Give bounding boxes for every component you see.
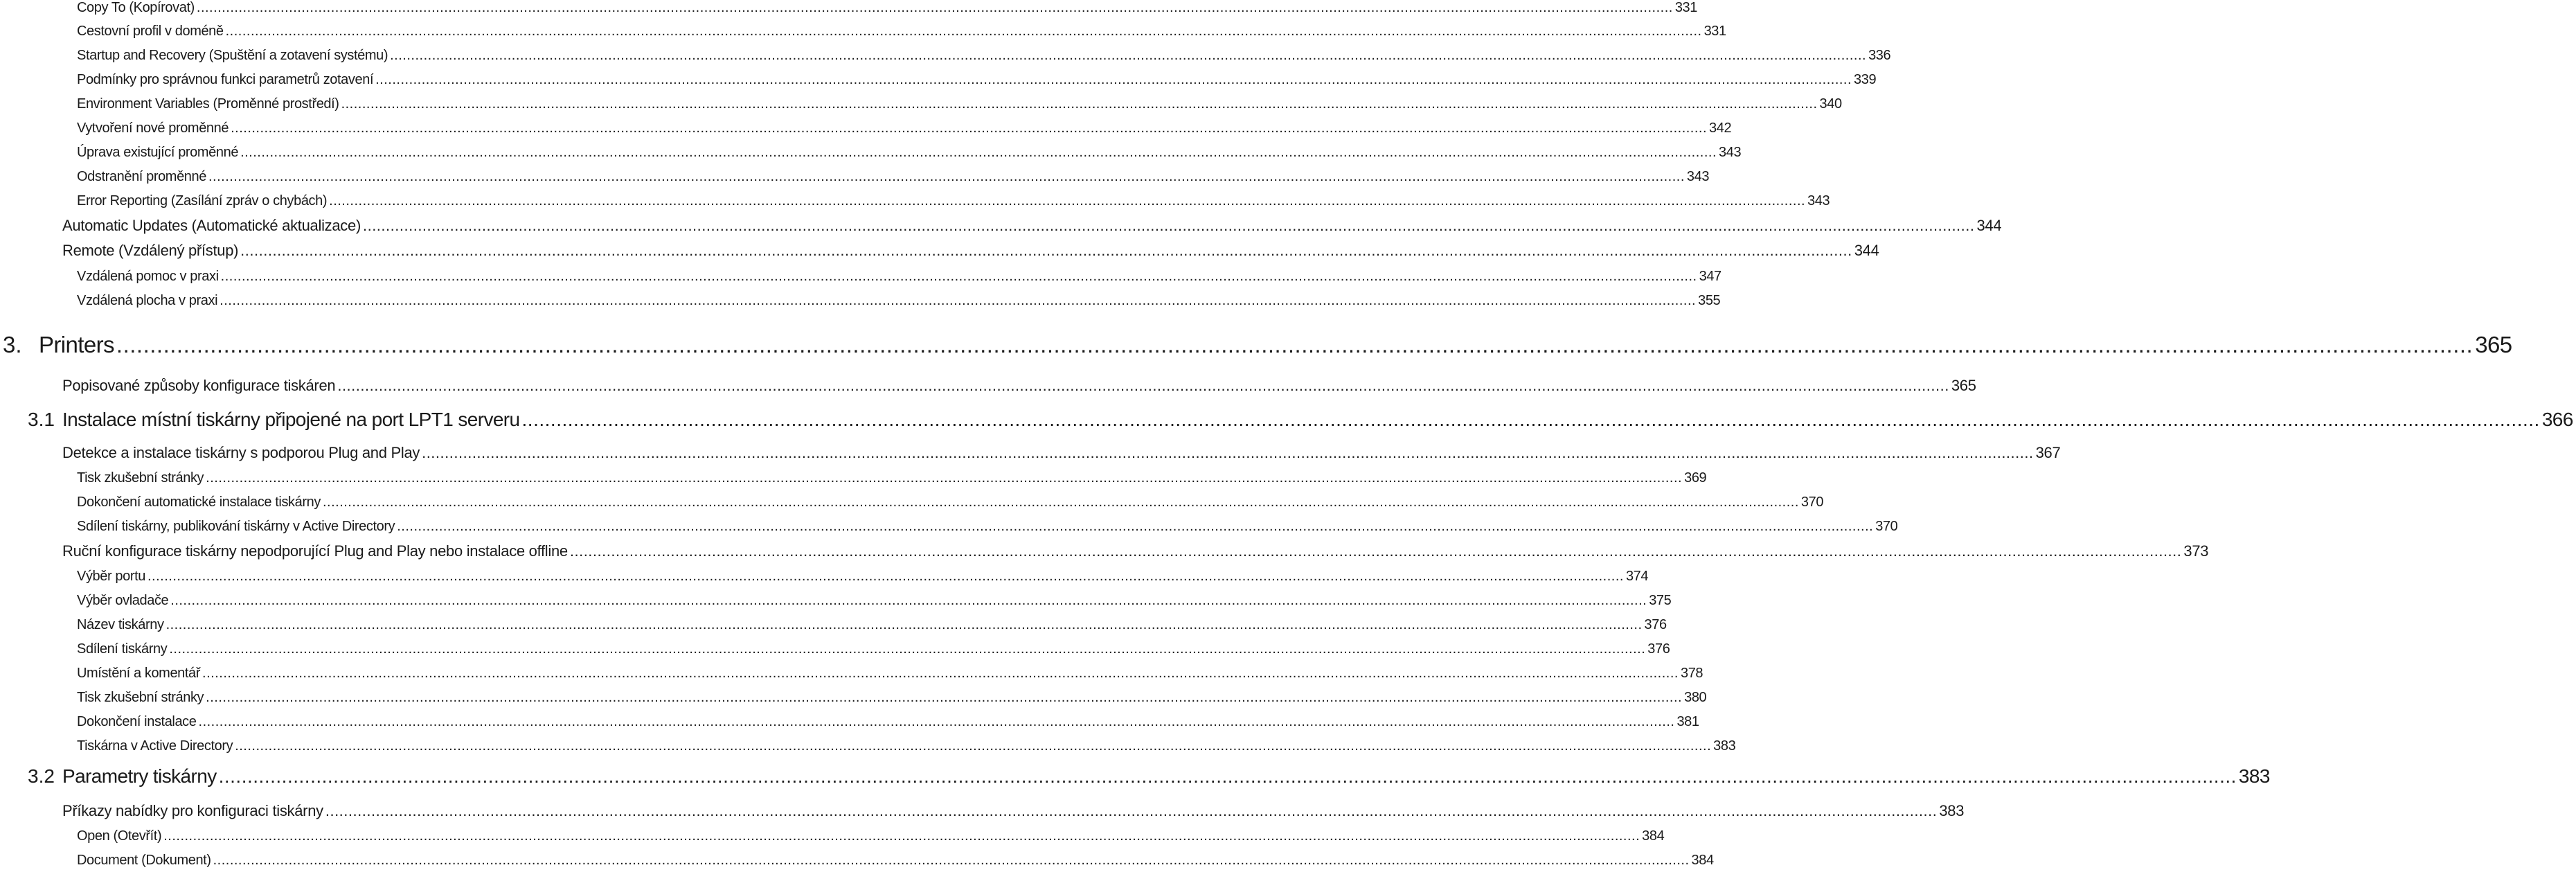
page-number: 381	[1676, 714, 1699, 729]
toc-entry-title: Vzdálená pomoc v praxi	[77, 269, 219, 284]
toc-entry	[0, 169, 1710, 185]
toc-entry-title: Dokončení automatické instalace tiskárny	[77, 495, 321, 510]
toc-entry	[0, 193, 1830, 209]
toc-entry-title: Error Reporting (Zasílání zpráv o chybách)	[77, 193, 328, 208]
toc-entry	[0, 617, 1667, 633]
toc-entry-title: Copy To (Kopírovat)	[77, 0, 195, 15]
toc-entry-title: Tiskárna v Active Directory	[77, 738, 233, 754]
dot-leader	[147, 569, 1624, 585]
toc-entry	[0, 72, 1877, 88]
dot-leader	[240, 145, 1717, 161]
toc-entry	[0, 444, 2061, 462]
page-number: 342	[1709, 121, 1732, 136]
toc-entry-title: Environment Variables (Proměnné prostředí)	[77, 96, 339, 112]
page-number: 376	[1647, 641, 1670, 657]
toc-entry	[0, 593, 1672, 609]
toc-entry-title: Podmínky pro správnou funkci parametrů zotavení	[77, 72, 374, 87]
toc-entry-title: Umístění a komentář	[77, 666, 201, 681]
dot-leader	[341, 96, 1818, 112]
toc-entry	[0, 48, 1891, 64]
page-number: 384	[1691, 853, 1714, 868]
dot-leader	[116, 332, 2473, 358]
toc-entry-title: Výběr portu	[77, 569, 145, 584]
toc-entry-title: Sdílení tiskárny	[77, 641, 168, 657]
dot-leader	[363, 217, 1975, 235]
page-number: 339	[1854, 72, 1877, 87]
page-number: 343	[1719, 145, 1742, 160]
page-number: 376	[1644, 617, 1667, 632]
toc-entry-title: Vytvoření nové proměnné	[77, 121, 229, 136]
toc-entry	[0, 828, 1665, 844]
toc-entry-title: Tisk zkušební stránky	[77, 690, 204, 705]
dot-leader	[325, 802, 1938, 820]
page-number: 331	[1674, 0, 1697, 15]
dot-leader	[323, 495, 1799, 510]
toc-entry	[0, 569, 1649, 585]
dot-leader	[220, 293, 1696, 309]
section-number: 3.1	[28, 409, 55, 430]
page-number: 384	[1642, 828, 1665, 844]
dot-leader	[208, 169, 1685, 185]
dot-leader	[375, 72, 1852, 88]
page-number: 344	[1976, 217, 2002, 234]
dot-leader	[163, 828, 1640, 844]
toc-entry	[0, 293, 1721, 309]
page-number: 344	[1854, 242, 1879, 259]
toc-entry-title: Vzdálená plocha v praxi	[77, 293, 218, 308]
dot-leader	[390, 48, 1866, 64]
toc-entry-title: Úprava existující proměnné	[77, 145, 239, 160]
dot-leader	[166, 617, 1643, 633]
dot-leader	[170, 593, 1647, 609]
dot-leader	[226, 24, 1702, 39]
toc-entry	[0, 0, 1697, 16]
page-number: 375	[1649, 593, 1672, 608]
toc-entry-title: Printers	[39, 332, 114, 357]
toc-entry-title: Instalace místní tiskárny připojené na port LPT1 serveru	[62, 409, 520, 430]
page-number: 367	[2035, 444, 2061, 461]
page-number: 373	[2183, 542, 2209, 560]
dot-leader	[197, 0, 1673, 16]
dot-leader	[329, 193, 1805, 209]
page-number: 336	[1868, 48, 1891, 63]
page-number: 366	[2541, 409, 2573, 430]
toc-entry	[0, 377, 1976, 395]
toc-entry	[0, 690, 1707, 706]
toc-entry-title: Automatic Updates (Automatické aktualizace)	[62, 217, 361, 234]
toc-entry	[0, 96, 1842, 112]
page-number: 355	[1698, 293, 1721, 308]
toc-entry	[0, 121, 1732, 136]
page-number: 347	[1699, 269, 1721, 284]
toc-entry	[0, 666, 1703, 682]
toc-entry-title: Document (Dokument)	[77, 853, 211, 868]
page-number: 374	[1625, 569, 1649, 584]
dot-leader	[219, 765, 2237, 788]
page-number: 365	[2475, 332, 2512, 357]
dot-leader	[169, 641, 1645, 657]
page-number: 331	[1703, 24, 1726, 39]
toc-entry	[0, 519, 1898, 535]
toc-entry	[0, 641, 1670, 657]
toc-entry	[0, 853, 1714, 869]
page-number: 383	[1713, 738, 1736, 754]
dot-leader	[221, 269, 1697, 285]
toc-entry	[0, 470, 1707, 486]
toc-entry	[0, 738, 1736, 754]
toc-entry	[0, 409, 2573, 431]
dot-leader	[522, 409, 2540, 431]
section-number: 3.2	[28, 765, 55, 787]
toc-entry	[0, 269, 1721, 285]
toc-entry	[0, 24, 1726, 39]
toc-entry-title: Remote (Vzdálený přístup)	[62, 242, 239, 259]
toc-entry	[0, 145, 1742, 161]
toc-entry	[0, 332, 2512, 358]
toc-entry-title: Parametry tiskárny	[62, 765, 217, 787]
dot-leader	[231, 121, 1707, 136]
page-number: 383	[2238, 765, 2270, 787]
dot-leader	[206, 690, 1682, 706]
page-number: 369	[1684, 470, 1707, 486]
page-number: 370	[1875, 519, 1898, 534]
toc-entry-title: Dokončení instalace	[77, 714, 197, 729]
dot-leader	[202, 666, 1679, 682]
toc-entry-title: Startup and Recovery (Spuštění a zotavení systému)	[77, 48, 388, 63]
toc-entry	[0, 242, 1879, 260]
dot-leader	[199, 714, 1675, 730]
page-number: 340	[1819, 96, 1842, 112]
page-number: 365	[1951, 377, 1976, 394]
page-number: 380	[1684, 690, 1707, 705]
page-number: 383	[1939, 802, 1965, 819]
dot-leader	[213, 853, 1690, 869]
page-number: 378	[1680, 666, 1703, 681]
toc-entry	[0, 542, 2209, 560]
toc-entry-title: Výběr ovladače	[77, 593, 169, 608]
dot-leader	[337, 377, 1949, 395]
toc-entry-title: Název tiskárny	[77, 617, 164, 632]
toc-entry-title: Sdílení tiskárny, publikování tiskárny v Active Directory	[77, 519, 395, 534]
dot-leader	[422, 444, 2034, 462]
dot-leader	[397, 519, 1873, 535]
dot-leader	[235, 738, 1711, 754]
toc-entry-title: Cestovní profil v doméně	[77, 24, 224, 39]
dot-leader	[206, 470, 1682, 486]
toc-entry	[0, 765, 2270, 788]
toc-entry	[0, 802, 1965, 820]
section-number: 3.	[3, 332, 22, 357]
dot-leader	[570, 542, 2182, 560]
toc-entry-title: Odstranění proměnné	[77, 169, 206, 184]
toc-entry	[0, 714, 1699, 730]
toc-entry	[0, 217, 2002, 235]
page-number: 343	[1807, 193, 1830, 208]
toc-entry-title: Detekce a instalace tiskárny s podporou Plug and Play	[62, 444, 420, 461]
dot-leader	[240, 242, 1852, 260]
page-number: 370	[1800, 495, 1824, 510]
toc-entry-title: Tisk zkušební stránky	[77, 470, 204, 486]
toc-entry	[0, 495, 1824, 510]
toc-entry-title: Open (Otevřít)	[77, 828, 162, 844]
toc-entry-title: Ruční konfigurace tiskárny nepodporující Plug and Play nebo instalace offline	[62, 542, 568, 560]
toc-entry-title: Příkazy nabídky pro konfiguraci tiskárny	[62, 802, 323, 819]
toc-entry-title: Popisované způsoby konfigurace tiskáren	[62, 377, 336, 394]
page-number: 343	[1686, 169, 1710, 184]
